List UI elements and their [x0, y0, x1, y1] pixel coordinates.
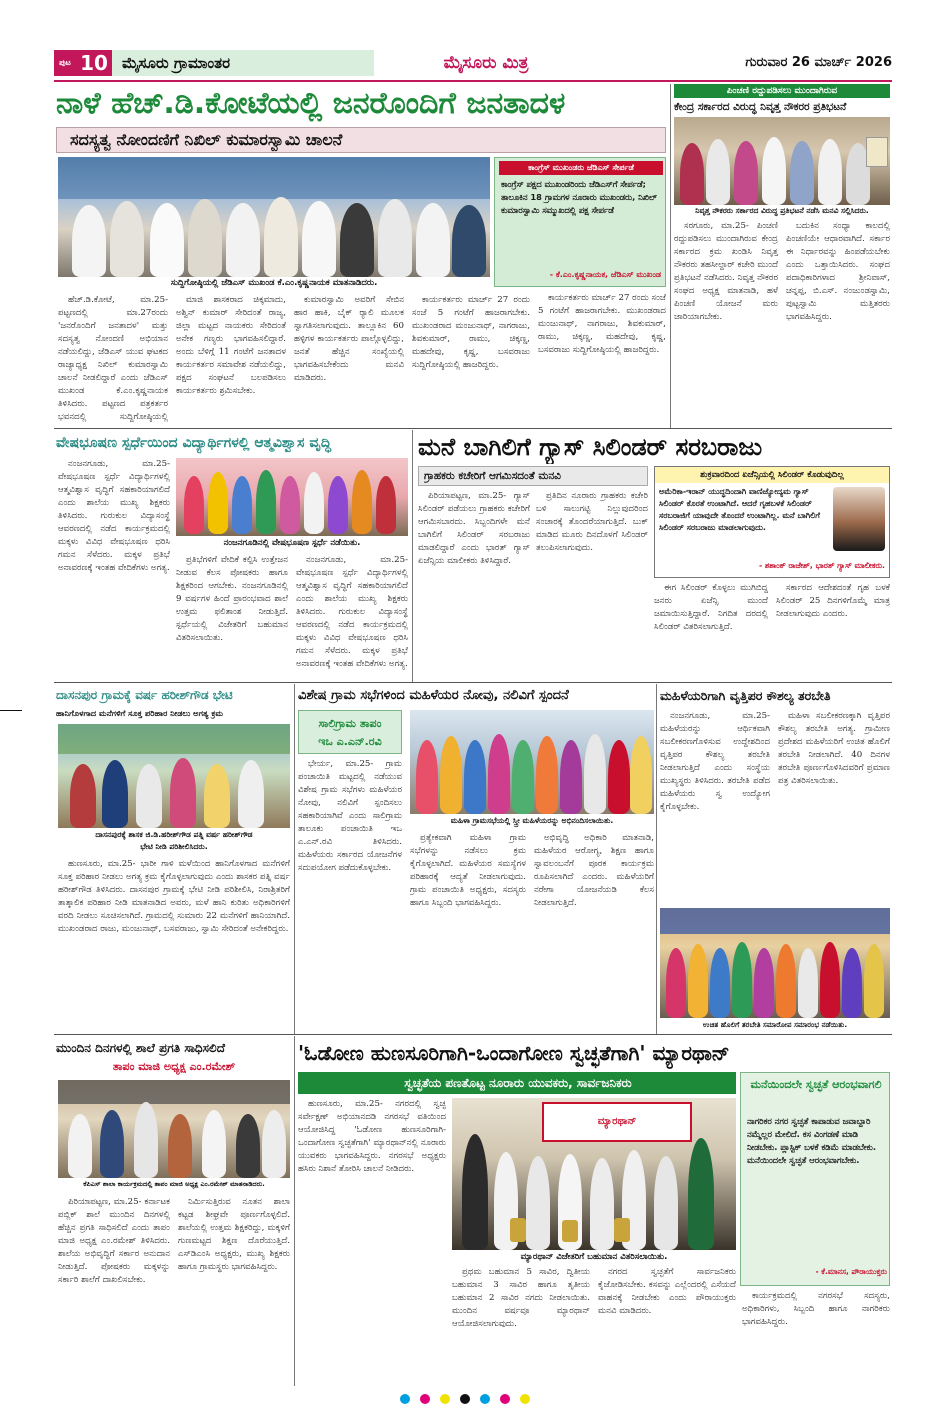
school-col-2: ನಿರ್ಮಿಸುತ್ತಿರುವ ನೂತನ ಶಾಲಾ ಕಟ್ಟಡ ಶೀಘ್ರವೇ ಪೂರ್ಣಗೊಳ್ಳಲಿದೆ. ಶಾಲೆಯಲ್ಲಿ ಉತ್ತಮ ಶಿಕ್ಷಕರಿದ್ದು, ಮಕ್ಕಳಿಗೆ ಗುಣಮಟ್ಟದ ಶಿಕ್ಷಣ ದೊರೆಯುತ್ತಿದೆ. ಎಸ್‌ಡಿಎಂಸಿ ಅಧ್ಯಕ್ಷರು, ಮುಖ್ಯ ಶಿಕ್ಷಕರು ಹಾಗೂ ಗ್ರಾಮಸ್ಥರು ಭಾಗವಹಿಸಿದ್ದರು.	[178, 1197, 290, 1272]
costume-photo	[176, 458, 408, 536]
gas-col-5: ಸರ್ಕಾರದ ಆದೇಶದಂತೆ ಗೃಹ ಬಳಕೆ ಸಿಲಿಂಡರ್ 25 ದಿನಗಳಿಗೊಮ್ಮೆ ಮಾತ್ರ ನೀಡಲಾಗುವುದು ಎಂದರು.	[776, 583, 890, 619]
issue-date: ಗುರುವಾರ 26 ಮಾರ್ಚ್ 2026	[745, 55, 892, 70]
marathon-headline: 'ಓಡೋಣ ಹುಣಸೂರಿಗಾಗಿ-ಒಂದಾಗೋಣ ಸ್ವಚ್ಛತೆಗಾಗಿ' ಮ್ಯಾರಥಾನ್	[298, 1041, 730, 1065]
women-box-sub: ಇಒ ಎ.ಎನ್.ರವಿ	[318, 735, 382, 748]
gas-col-1: ಪಿರಿಯಾಪಟ್ಟಣ, ಮಾ.25- ಗ್ಯಾಸ್ ಸಿಲಿಂಡರ್ ಪಡೆಯಲು ಗ್ರಾಹಕರು ಕಚೇರಿಗೆ ಆಗಮಿಸಬಾರದು. ಸಿಬ್ಬಂದಿಗಳೇ ಮನೆ ಬಾಗಿಲಿಗೆ ಸಿಲಿಂಡರ್ ಸರಬರಾಜು ಮಾಡಲಿದ್ದಾರೆ ಎಂದು ಭಾರತ್ ಗ್ಯಾಸ್ ಏಜೆನ್ಸಿಯ ಮಾಲೀಕರು ತಿಳಿಸಿದ್ದಾರೆ.	[418, 491, 530, 566]
gas-col-2: ಪ್ರತಿದಿನ ನೂರಾರು ಗ್ರಾಹಕರು ಕಚೇರಿ ಬಳಿ ಸಾಲುಗಟ್ಟಿ ನಿಲ್ಲುವುದರಿಂದ ಸಂಚಾರಕ್ಕೆ ತೊಂದರೆಯಾಗುತ್ತಿದೆ. ಬುಕ್ ಮಾಡಿದ ಮೂರು ದಿನದೊಳಗೆ ಸಿಲಿಂಡರ್ ತಲುಪಿಸಲಾಗುವುದು.	[536, 491, 648, 553]
skill-photo	[660, 908, 890, 1018]
harish-photo	[58, 724, 290, 828]
marathon-photo	[452, 1098, 736, 1250]
protest-caption: ನಿವೃತ್ತ ನೌಕರರು ಸರ್ಕಾರದ ವಿರುದ್ಧ ಪ್ರತಿಭಟನೆ ನಡೆಸಿ ಮನವಿ ಸಲ್ಲಿಸಿದರು.	[695, 206, 869, 215]
women-col-1: ಭೇರ್ಯ, ಮಾ.25- ಗ್ರಾಮ ಪಂಚಾಯಿತಿ ಮಟ್ಟದಲ್ಲಿ ನಡೆಯುವ ವಿಶೇಷ ಗ್ರಾಮ ಸಭೆಗಳು ಮಹಿಳೆಯರ ನೋವು, ನಲಿವಿಗೆ ಸ್ಪಂದಿಸಲು ಸಹಕಾರಿಯಾಗಿವೆ ಎಂದು ಸಾಲಿಗ್ರಾಮ ತಾಲೂಕು ಪಂಚಾಯಿತಿ ಇಒ ಎ.ಎನ್.ರವಿ ತಿಳಿಸಿದರು. ಮಹಿಳೆಯರು ಸರ್ಕಾರದ ಯೋಜನೆಗಳ ಸದುಪಯೋಗ ಪಡೆದುಕೊಳ್ಳಬೇಕು.	[298, 759, 402, 873]
gas-box-sign: - ಶಶಾಂಕ್ ರಾಜೇಶ್, ಭಾರತ್ ಗ್ಯಾಸ್ ಮಾಲೀಕರು.	[758, 561, 885, 570]
marathon-caption: ಮ್ಯಾರಥಾನ್ ವಿಜೇತರಿಗೆ ಬಹುಮಾನ ವಿತರಿಸಲಾಯಿತು.	[520, 1252, 668, 1262]
gas-subhead: ಗ್ರಾಹಕರು ಕಚೇರಿಗೆ ಆಗಮಿಸದಂತೆ ಮನವಿ	[424, 470, 561, 482]
skill-headline: ಮಹಿಳೆಯರಿಗಾಗಿ ವೃತ್ತಿಪರ ಕೌಶಲ್ಯ ತರಬೇತಿ	[660, 688, 831, 703]
costume-col-2: ಪ್ರತಿಭೆಗಳಿಗೆ ವೇದಿಕೆ ಕಲ್ಪಿಸಿ ಉತ್ತೇಜನ ನೀಡುವ ಕೆಲಸ ಪೋಷಕರು ಹಾಗೂ ಶಿಕ್ಷಕರಿಂದ ಆಗಬೇಕು. ನಂಜನಗೂಡಿನಲ್ಲಿ 9 ವರ್ಷಗಳ ಹಿಂದೆ ಪ್ರಾರಂಭವಾದ ಶಾಲೆ ಉತ್ತಮ ಫಲಿತಾಂಶ ನೀಡುತ್ತಿದೆ. ಸ್ಪರ್ಧೆಯಲ್ಲಿ ವಿಜೇತರಿಗೆ ಬಹುಮಾನ ವಿತರಿಸಲಾಯಿತು.	[176, 555, 288, 643]
lead-side-body: ಕಾಂಗ್ರೆಸ್ ಪಕ್ಷದ ಮುಖಂಡರಿಂದು ಜೆಡಿಎಸ್‌ಗೆ ಸೇರ್ಪಡೆ; ತಾಲೂಕಿನ 18 ಗ್ರಾಮಗಳ ನೂರಾರು ಮುಖಂಡರು, ನಿಖಿಲ್ ಕುಮಾರಸ್ವಾಮಿ ಸಮ್ಮುಖದಲ್ಲಿ ಪಕ್ಷ ಸೇರ್ಪಡೆ	[501, 179, 657, 215]
page-number: 10	[76, 50, 112, 76]
lead-col-5: ಕಾರ್ಯಕರ್ತರು ಮಾರ್ಚ್ 27 ರಂದು ಸಂಜೆ 5 ಗಂಟೆಗೆ ಹಾಜರಾಗಬೇಕು. ಮುಖಂಡರಾದ ಮಂಜುನಾಥ್, ನಾಗರಾಜು, ಶಿವಕುಮಾರ್, ರಾಮು, ಚಿಕ್ಕಣ್ಣ, ಮಹದೇವು, ಕೃಷ್ಣ, ಬಸವರಾಜು ಸುದ್ದಿಗೋಷ್ಠಿಯಲ್ಲಿ ಹಾಜರಿದ್ದರು.	[538, 293, 666, 355]
skill-col-2: ಮಹಿಳಾ ಸಬಲೀಕರಣಕ್ಕಾಗಿ ವೃತ್ತಿಪರ ಕೌಶಲ್ಯ ತರಬೇತಿ ಅಗತ್ಯ. ಗ್ರಾಮೀಣ ಪ್ರದೇಶದ ಮಹಿಳೆಯರಿಗೆ ಉಚಿತ ಹೊಲಿಗೆ ತರಬೇತಿ ನೀಡಲಾಗಿದೆ. 40 ದಿನಗಳ ತರಬೇತಿ ಪೂರ್ಣಗೊಳಿಸಿದವರಿಗೆ ಪ್ರಮಾಣ ಪತ್ರ ವಿತರಿಸಲಾಯಿತು.	[778, 711, 890, 786]
marathon-subhead: ಸ್ವಚ್ಛತೆಯ ಪಣತೊಟ್ಟ ನೂರಾರು ಯುವಕರು, ಸಾರ್ವಜನಿಕರು	[404, 1076, 632, 1090]
paper-name: ಮೈಸೂರು ಮಿತ್ರ	[443, 53, 529, 73]
protest-col-2: ಬದುಕಿನ ಸಂಧ್ಯಾ ಕಾಲದಲ್ಲಿ ಪಿಂಚಣಿಯೇ ಆಧಾರವಾಗಿದೆ. ಸರ್ಕಾರ ಈ ನಿರ್ಧಾರವನ್ನು ಹಿಂಪಡೆಯಬೇಕು ಎಂದು ಒತ್ತಾಯಿಸಿದರು. ಸಂಘದ ಪದಾಧಿಕಾರಿಗಳಾದ ಶ್ರೀನಿವಾಸ್, ಚನ್ನಪ್ಪ, ಬಿ.ಎಸ್. ನಂಜುಂಡಸ್ವಾಮಿ, ಪುಟ್ಟಸ್ವಾಮಿ ಮತ್ತಿತರರು ಭಾಗವಹಿಸಿದ್ದರು.	[786, 221, 890, 322]
gas-side-box	[654, 466, 890, 578]
school-caption: ಕೆಪಿಎಸ್ ಶಾಲಾ ಕಾರ್ಯಕ್ರಮದಲ್ಲಿ ತಾಪಂ ಮಾಜಿ ಅಧ್ಯಕ್ಷ ಎಂ.ರಮೇಶ್ ಮಾತನಾಡಿದರು.	[83, 1180, 265, 1188]
women-box	[298, 710, 402, 754]
costume-col-3: ನಂಜನಗೂಡು, ಮಾ.25- ವೇಷಭೂಷಣ ಸ್ಪರ್ಧೆ ವಿದ್ಯಾರ್ಥಿಗಳಲ್ಲಿ ಆತ್ಮವಿಶ್ವಾಸ ವೃದ್ಧಿಗೆ ಸಹಕಾರಿಯಾಗಲಿದೆ ಎಂದು ಶಾಲೆಯ ಮುಖ್ಯ ಶಿಕ್ಷಕರು ತಿಳಿಸಿದರು. ಗುರುಕುಲ ವಿದ್ಯಾಸಂಸ್ಥೆ ಆವರಣದಲ್ಲಿ ನಡೆದ ಕಾರ್ಯಕ್ರಮದಲ್ಲಿ ಮಕ್ಕಳು ವಿವಿಧ ವೇಷಭೂಷಣ ಧರಿಸಿ ಗಮನ ಸೆಳೆದರು. ಮಕ್ಕಳ ಪ್ರತಿಭೆ ಅನಾವರಣಕ್ಕೆ ಇಂತಹ ವೇದಿಕೆಗಳು ಅಗತ್ಯ.	[296, 555, 408, 669]
lead-photo	[58, 157, 490, 277]
women-photo	[410, 710, 654, 814]
women-box-title: ಸಾಲಿಗ್ರಾಮ ತಾಪಂ	[318, 717, 382, 730]
school-col-1: ಪಿರಿಯಾಪಟ್ಟಣ, ಮಾ.25- ಕರ್ನಾಟಕ ಪಬ್ಲಿಕ್ ಶಾಲೆ ಮುಂದಿನ ದಿನಗಳಲ್ಲಿ ಹೆಚ್ಚಿನ ಪ್ರಗತಿ ಸಾಧಿಸಲಿದೆ ಎಂದು ತಾಪಂ ಮಾಜಿ ಅಧ್ಯಕ್ಷ ಎಂ.ರಮೇಶ್ ತಿಳಿಸಿದರು. ಶಾಲೆಯ ಅಭಿವೃದ್ಧಿಗೆ ಸರ್ಕಾರ ಅನುದಾನ ನೀಡುತ್ತಿದೆ. ಪೋಷಕರು ಮಕ್ಕಳನ್ನು ಸರ್ಕಾರಿ ಶಾಲೆಗೆ ದಾಖಲಿಸಬೇಕು.	[58, 1197, 170, 1285]
harish-caption-line-2: ಭೇಟಿ ನೀಡಿ ಪರಿಶೀಲಿಸಿದರು.	[140, 842, 208, 851]
lead-headline: ನಾಳೆ ಹೆಚ್.ಡಿ.ಕೋಟೆಯಲ್ಲಿ ಜನರೊಂದಿಗೆ ಜನತಾದಳ	[56, 86, 566, 121]
protest-col-1: ಸರಗೂರು, ಮಾ.25- ಪಿಂಚಣಿ ರದ್ದುಪಡಿಸಲು ಮುಂದಾಗಿರುವ ಕೇಂದ್ರ ಸರ್ಕಾರದ ಕ್ರಮ ಖಂಡಿಸಿ ನಿವೃತ್ತ ನೌಕರರು ತಹಸೀಲ್ದಾರ್ ಕಚೇರಿ ಮುಂದೆ ಪ್ರತಿಭಟನೆ ನಡೆಸಿದರು. ನಿವೃತ್ತ ನೌಕರರ ಸಂಘದ ಅಧ್ಯಕ್ಷ ಮಾತನಾಡಿ, ಹಳೆ ಪಿಂಚಣಿ ಯೋಜನೆ ಮರು ಜಾರಿಯಾಗಬೇಕು.	[674, 221, 778, 322]
lead-col-1: ಹೆಚ್.ಡಿ.ಕೋಟೆ, ಮಾ.25- ಪಟ್ಟಣದಲ್ಲಿ ಮಾ.27ರಂದು 'ಜನರೊಂದಿಗೆ ಜನತಾದಳ' ಮತ್ತು ಸದಸ್ಯತ್ವ ನೋಂದಣಿ ಅಭಿಯಾನ ನಡೆಯಲಿದ್ದು, ಜೆಡಿಎಸ್ ಯುವ ಘಟಕದ ರಾಜ್ಯಾಧ್ಯಕ್ಷ ನಿಖಿಲ್ ಕುಮಾರಸ್ವಾಮಿ ಚಾಲನೆ ನೀಡಲಿದ್ದಾರೆ ಎಂದು ಜೆಡಿಎಸ್ ಮುಖಂಡ ಕೆ.ಎಂ.ಕೃಷ್ಣನಾಯಕ ತಿಳಿಸಿದರು. ಪಟ್ಟಣದ ಪತ್ರಕರ್ತರ ಭವನದಲ್ಲಿ ಸುದ್ದಿಗೋಷ್ಠಿಯಲ್ಲಿ	[58, 295, 168, 422]
marathon-col-3: ನಗರದ ಸ್ವಚ್ಛತೆಗೆ ಸಾರ್ವಜನಿಕರು ಕೈಜೋಡಿಸಬೇಕು. ಕಸವನ್ನು ಎಲ್ಲೆಂದರಲ್ಲಿ ಎಸೆಯದೆ ವಾಹನಕ್ಕೆ ನೀಡಬೇಕು ಎಂದು ಪೌರಾಯುಕ್ತರು ಮನವಿ ಮಾಡಿದರು.	[598, 1267, 736, 1316]
gas-box-kicker: ಶುಕ್ರವಾರದಿಂದ ಏಜೆನ್ಸಿಯಲ್ಲಿ ಸಿಲಿಂಡರ್ ಕೊಡುವುದಿಲ್ಲ	[655, 467, 889, 483]
gas-box-body: ಅಮೆರಿಕಾ-ಇರಾನ್ ಯುದ್ಧದಿಂದಾಗಿ ವಾಣಿಜ್ಯೋದ್ಯಮ ಗ್ಯಾಸ್ ಸಿಲಿಂಡರ್ ಕೊರತೆ ಉಂಟಾಗಿದೆ. ಆದರೆ ಗೃಹಬಳಕೆ ಸಿಲಿಂಡರ್ ಸರಬರಾಜಿಗೆ ಯಾವುದೇ ತೊಂದರೆ ಉಂಟಾಗಿಲ್ಲ. ಮನೆ ಬಾಗಿಲಿಗೆ ಸಿಲಿಂಡರ್ ಸರಬರಾಜು ಮಾಡಲಾಗುವುದು.	[659, 487, 820, 532]
lead-side-title: ಕಾಂಗ್ರೆಸ್ ಮುಖಂಡರು ಜೆಡಿಎಸ್ ಸೇರ್ಪಡೆ	[499, 161, 663, 175]
harish-headline: ದಾಸನಪುರ ಗ್ರಾಮಕ್ಕೆ ವರ್ಷ ಹರೀಶ್‌ಗೌಡ ಭೇಟಿ	[56, 688, 233, 702]
page-tag: ಪುಟ	[54, 50, 76, 76]
costume-headline: ವೇಷಭೂಷಣ ಸ್ಪರ್ಧೆಯಿಂದ ವಿದ್ಯಾರ್ಥಿಗಳಲ್ಲಿ ಆತ್ಮವಿಶ್ವಾಸ ವೃದ್ಧಿ	[56, 435, 332, 451]
protest-headline: ಕೇಂದ್ರ ಸರ್ಕಾರದ ವಿರುದ್ಧ ನಿವೃತ್ತ ನೌಕರರ ಪ್ರತಿಭಟನೆ	[674, 101, 847, 113]
women-headline: ವಿಶೇಷ ಗ್ರಾಮ ಸಭೆಗಳಿಂದ ಮಹಿಳೆಯರ ನೋವು, ನಲಿವಿಗೆ ಸ್ಪಂದನೆ	[298, 688, 569, 703]
clean-box	[740, 1072, 890, 1286]
protest-kicker-bar: ಪಿಂಚಣಿ ರದ್ದುಪಡಿಸಲು ಮುಂದಾಗಿರುವ	[674, 84, 890, 98]
protest-photo	[674, 117, 890, 205]
clean-col: ಕಾರ್ಯಕ್ರಮದಲ್ಲಿ ನಗರಸಭೆ ಸದಸ್ಯರು, ಅಧಿಕಾರಿಗಳು, ಸಿಬ್ಬಂದಿ ಹಾಗೂ ನಾಗರಿಕರು ಭಾಗವಹಿಸಿದ್ದರು.	[742, 1291, 890, 1327]
skill-col-1: ನಂಜನಗೂಡು, ಮಾ.25- ಮಹಿಳೆಯರನ್ನು ಆರ್ಥಿಕವಾಗಿ ಸಬಲೀಕರಣಗೊಳಿಸುವ ಉದ್ದೇಶದಿಂದ ವೃತ್ತಿಪರ ಕೌಶಲ್ಯ ತರಬೇತಿ ನೀಡಲಾಗುತ್ತಿದೆ ಎಂದು ಸಂಸ್ಥೆಯ ಮುಖ್ಯಸ್ಥರು ತಿಳಿಸಿದರು. ತರಬೇತಿ ಪಡೆದ ಮಹಿಳೆಯರು ಸ್ವ ಉದ್ಯೋಗ ಕೈಗೊಳ್ಳಬೇಕು.	[660, 711, 770, 812]
costume-caption: ನಂಜನಗೂಡಿನಲ್ಲಿ ವೇಷಭೂಷಣ ಸ್ಪರ್ಧೆ ನಡೆಯಿತು.	[223, 538, 361, 548]
registration-marks	[400, 1394, 550, 1408]
lead-col-3: ಕುಮಾರಸ್ವಾಮಿ ಅವರಿಗೆ ಸೇಬಿನ ಹಾರ ಹಾಕಿ, ಬೈಕ್ ರ್‍ಯಾಲಿ ಮೂಲಕ ಸ್ವಾಗತಿಸಲಾಗುವುದು. ತಾಲ್ಲೂಕಿನ 60 ಹಳ್ಳಿಗಳ ಕಾರ್ಯಕರ್ತರು ಪಾಲ್ಗೊಳ್ಳಲಿದ್ದು, ಜನತೆ ಹೆಚ್ಚಿನ ಸಂಖ್ಯೆಯಲ್ಲಿ ಭಾಗವಹಿಸಬೇಕೆಂದು ಮನವಿ ಮಾಡಿದರು.	[294, 295, 404, 383]
clean-box-title: ಮನೆಯಿಂದಲೇ ಸ್ವಚ್ಛತೆ ಆರಂಭವಾಗಲಿ	[750, 1078, 882, 1091]
women-caption: ಮಹಿಳಾ ಗ್ರಾಮಸಭೆಯಲ್ಲಿ ಸ್ತ್ರೀ ಮಹಿಳೆಯರನ್ನು ಅಭಿನಂದಿಸಲಾಯಿತು.	[450, 816, 614, 825]
lead-photo-caption: ಸುದ್ದಿಗೋಷ್ಠಿಯಲ್ಲಿ ಜೆಡಿಎಸ್ ಮುಖಂಡ ಕೆ.ಎಂ.ಕೃಷ್ಣನಾಯಕ ಮಾತನಾಡಿದರು.	[170, 278, 378, 288]
clean-box-body: ನಾಗರಿಕರ ನಗರ ಸ್ವಚ್ಛತೆ ಕಾಪಾಡುವ ಜವಾಬ್ದಾರಿ ನಮ್ಮೆಲ್ಲರ ಮೇಲಿದೆ. ಕಸ ವಿಂಗಡಣೆ ಮಾಡಿ ನೀಡಬೇಕು. ಪ್ಲಾಸ್ಟಿಕ್ ಬಳಕೆ ಕಡಿಮೆ ಮಾಡಬೇಕು. ಮನೆಯಿಂದಲೇ ಸ್ವಚ್ಛತೆ ಆರಂಭವಾಗಬೇಕು.	[747, 1116, 877, 1165]
harish-subhead: ಹಾನಿಗೊಳಗಾದ ಮನೆಗಳಿಗೆ ಸೂಕ್ತ ಪರಿಹಾರ ನೀಡಲು ಅಗತ್ಯ ಕ್ರಮ	[56, 708, 224, 718]
costume-col-1: ನಂಜನಗೂಡು, ಮಾ.25- ವೇಷಭೂಷಣ ಸ್ಪರ್ಧೆ ವಿದ್ಯಾರ್ಥಿಗಳಲ್ಲಿ ಆತ್ಮವಿಶ್ವಾಸ ವೃದ್ಧಿಗೆ ಸಹಕಾರಿಯಾಗಲಿದೆ ಎಂದು ಶಾಲೆಯ ಮುಖ್ಯ ಶಿಕ್ಷಕರು ತಿಳಿಸಿದರು. ಗುರುಕುಲ ವಿದ್ಯಾಸಂಸ್ಥೆ ಆವರಣದಲ್ಲಿ ನಡೆದ ಕಾರ್ಯಕ್ರಮದಲ್ಲಿ ಮಕ್ಕಳು ವಿವಿಧ ವೇಷಭೂಷಣ ಧರಿಸಿ ಗಮನ ಸೆಳೆದರು. ಮಕ್ಕಳ ಪ್ರತಿಭೆ ಅನಾವರಣಕ್ಕೆ ಇಂತಹ ವೇದಿಕೆಗಳು ಅಗತ್ಯ.	[58, 459, 170, 573]
marathon-col-2: ಪ್ರಥಮ ಬಹುಮಾನ 5 ಸಾವಿರ, ದ್ವಿತೀಯ ಬಹುಮಾನ 3 ಸಾವಿರ ಹಾಗೂ ತೃತೀಯ ಬಹುಮಾನ 2 ಸಾವಿರ ನಗದು ನೀಡಲಾಯಿತು. ಮುಂದಿನ ವರ್ಷವೂ ಮ್ಯಾರಥಾನ್ ಆಯೋಜಿಸಲಾಗುವುದು.	[452, 1267, 590, 1329]
lead-subhead: ಸದಸ್ಯತ್ವ ನೋಂದಣಿಗೆ ನಿಖಿಲ್ ಕುಮಾರಸ್ವಾಮಿ ಚಾಲನೆ	[70, 130, 343, 149]
women-col-2: ಪ್ರತ್ಯೇಕವಾಗಿ ಮಹಿಳಾ ಗ್ರಾಮ ಸಭೆಗಳನ್ನು ನಡೆಸಲು ಕ್ರಮ ಕೈಗೊಳ್ಳಲಾಗಿದೆ. ಮಹಿಳೆಯರ ಸಮಸ್ಯೆಗಳ ಪರಿಹಾರಕ್ಕೆ ಆದ್ಯತೆ ನೀಡಲಾಗುವುದು. ಗ್ರಾಮ ಪಂಚಾಯಿತಿ ಅಧ್ಯಕ್ಷರು, ಸದಸ್ಯರು ಹಾಗೂ ಸಿಬ್ಬಂದಿ ಭಾಗವಹಿಸಿದ್ದರು.	[410, 833, 526, 908]
skill-caption: ಉಚಿತ ಹೊಲಿಗೆ ತರಬೇತಿ ಸಮಾರೋಪ ಸಮಾರಂಭ ನಡೆಯಿತು.	[702, 1020, 848, 1029]
lead-side-box	[494, 157, 666, 287]
gas-col-4: ಈಗ ಸಿಲಿಂಡರ್ ಕೊಳ್ಳಲು ಮುಗಿಬಿದ್ದ ಜನರು ಏಜೆನ್ಸಿ ಮುಂದೆ ಜಮಾಯಿಸುತ್ತಿದ್ದಾರೆ. ನಿಗದಿತ ದರದಲ್ಲಿ ಸಿಲಿಂಡರ್ ವಿತರಿಸಲಾಗುತ್ತಿದೆ.	[654, 583, 768, 632]
lead-col-2: ಮಾಜಿ ಶಾಸಕರಾದ ಚಿಕ್ಕಮಾದು, ಅಶ್ವಿನ್ ಕುಮಾರ್ ಸೇರಿದಂತೆ ರಾಜ್ಯ, ಜಿಲ್ಲಾ ಮಟ್ಟದ ನಾಯಕರು ಸೇರಿದಂತೆ ಅನೇಕ ಗಣ್ಯರು ಭಾಗವಹಿಸಲಿದ್ದಾರೆ. ಅಂದು ಬೆಳಿಗ್ಗೆ 11 ಗಂಟೆಗೆ ಜನತಾದಳ ಕಾರ್ಯಕರ್ತರ ಸಮಾವೇಶ ನಡೆಯಲಿದ್ದು, ಪಕ್ಷದ ಸಂಘಟನೆ ಬಲಪಡಿಸಲು ಕಾರ್ಯಕರ್ತರು ಶ್ರಮಿಸಬೇಕು.	[176, 295, 286, 396]
school-photo	[58, 1080, 290, 1178]
clean-box-sign: - ಕೆ.ಮಾನಸ, ಪೌರಾಯುಕ್ತರು	[815, 1267, 887, 1276]
marathon-col-1: ಹುಣಸೂರು, ಮಾ.25- ನಗರದಲ್ಲಿ ಸ್ವಚ್ಛ ಸರ್ವೇಕ್ಷಣ್ ಅಭಿಯಾನದಡಿ ನಗರಸಭೆ ವತಿಯಿಂದ ಆಯೋಜಿಸಿದ್ದ 'ಓಡೋಣ ಹುಣಸೂರಿಗಾಗಿ-ಒಂದಾಗೋಣ ಸ್ವಚ್ಛತೆಗಾಗಿ' ಮ್ಯಾರಥಾನ್‌ನಲ್ಲಿ ನೂರಾರು ಯುವಕರು ಭಾಗವಹಿಸಿದ್ದರು. ನಗರಸಭೆ ಅಧ್ಯಕ್ಷರು ಹಸಿರು ನಿಶಾನೆ ತೋರಿಸಿ ಚಾಲನೆ ನೀಡಿದರು.	[298, 1099, 446, 1174]
gas-box-portrait	[833, 487, 885, 551]
masthead-rule	[54, 80, 892, 82]
lead-side-sign: - ಕೆ.ಎಂ.ಕೃಷ್ಣನಾಯಕ, ಜೆಡಿಎಸ್ ಮುಖಂಡ	[549, 270, 661, 279]
masthead	[54, 48, 892, 78]
harish-body: ಹುಣಸೂರು, ಮಾ.25- ಭಾರೀ ಗಾಳಿ ಮಳೆಯಿಂದ ಹಾನಿಗೊಳಗಾದ ಮನೆಗಳಿಗೆ ಸೂಕ್ತ ಪರಿಹಾರ ನೀಡಲು ಅಗತ್ಯ ಕ್ರಮ ಕೈಗೊಳ್ಳಲಾಗುವುದು ಎಂದು ಶಾಸಕರ ಪತ್ನಿ ವರ್ಷ ಹರೀಶ್‌ಗೌಡ ತಿಳಿಸಿದರು. ದಾಸನಪುರ ಗ್ರಾಮಕ್ಕೆ ಭೇಟಿ ನೀಡಿ ಪರಿಶೀಲಿಸಿ, ನಿರಾಶ್ರಿತರಿಗೆ ತಾತ್ಕಾಲಿಕ ಪರಿಹಾರ ನೀಡಿ ಮಾತನಾಡಿದ ಅವರು, ಮಳೆ ಹಾನಿ ಕುರಿತು ಅಧಿಕಾರಿಗಳಿಗೆ ವರದಿ ನೀಡಲು ಸೂಚಿಸಲಾಗಿದೆ. ಗ್ರಾಮದಲ್ಲಿ ಸುಮಾರು 22 ಮನೆಗಳಿಗೆ ಹಾನಿಯಾಗಿದೆ. ಮುಖಂಡರಾದ ರಾಜು, ಮಂಜುನಾಥ್, ಬಸವರಾಜು, ಸ್ವಾಮಿ ಸೇರಿದಂತೆ ಅನೇಕರಿದ್ದರು.	[58, 859, 290, 934]
lead-col-4: ಕಾರ್ಯಕರ್ತರು ಮಾರ್ಚ್ 27 ರಂದು ಸಂಜೆ 5 ಗಂಟೆಗೆ ಹಾಜರಾಗಬೇಕು. ಮುಖಂಡರಾದ ಮಂಜುನಾಥ್, ನಾಗರಾಜು, ಶಿವಕುಮಾರ್, ರಾಮು, ಚಿಕ್ಕಣ್ಣ, ಮಹದೇವು, ಕೃಷ್ಣ, ಬಸವರಾಜು ಸುದ್ದಿಗೋಷ್ಠಿಯಲ್ಲಿ ಹಾಜರಿದ್ದರು.	[412, 295, 530, 370]
gas-headline: ಮನೆ ಬಾಗಿಲಿಗೆ ಗ್ಯಾಸ್ ಸಿಲಿಂಡರ್ ಸರಬರಾಜು	[418, 433, 763, 461]
harish-caption-line-1: ದಾಸನಪುರಕ್ಕೆ ಶಾಸಕ ಜಿ.ಡಿ.ಹರೀಶ್‌ಗೌಡ ಪತ್ನಿ ವರ್ಷ ಹರೀಶ್‌ಗೌಡ	[95, 830, 253, 839]
women-col-3: ಅಭಿವೃದ್ಧಿ ಅಧಿಕಾರಿ ಮಾತನಾಡಿ, ಮಹಿಳೆಯರ ಆರೋಗ್ಯ, ಶಿಕ್ಷಣ ಹಾಗೂ ಸ್ವಾವಲಂಬನೆಗೆ ಪೂರಕ ಕಾರ್ಯಕ್ರಮ ರೂಪಿಸಲಾಗಿದೆ ಎಂದರು. ಮಹಿಳೆಯರಿಗೆ ನರೇಗಾ ಯೋಜನೆಯಡಿ ಕೆಲಸ ನೀಡಲಾಗುತ್ತಿದೆ.	[534, 833, 654, 908]
marathon-banner: ಮ್ಯಾರಥಾನ್	[542, 1102, 692, 1142]
school-headline: ಮುಂದಿನ ದಿನಗಳಲ್ಲಿ ಶಾಲೆ ಪ್ರಗತಿ ಸಾಧಿಸಲಿದೆ	[56, 1041, 225, 1055]
section-name: ಮೈಸೂರು ಗ್ರಾಮಾಂತರ	[112, 50, 374, 76]
school-subhead: ತಾಪಂ ಮಾಜಿ ಅಧ್ಯಕ್ಷ ಎಂ.ರಮೇಶ್	[112, 1060, 236, 1073]
